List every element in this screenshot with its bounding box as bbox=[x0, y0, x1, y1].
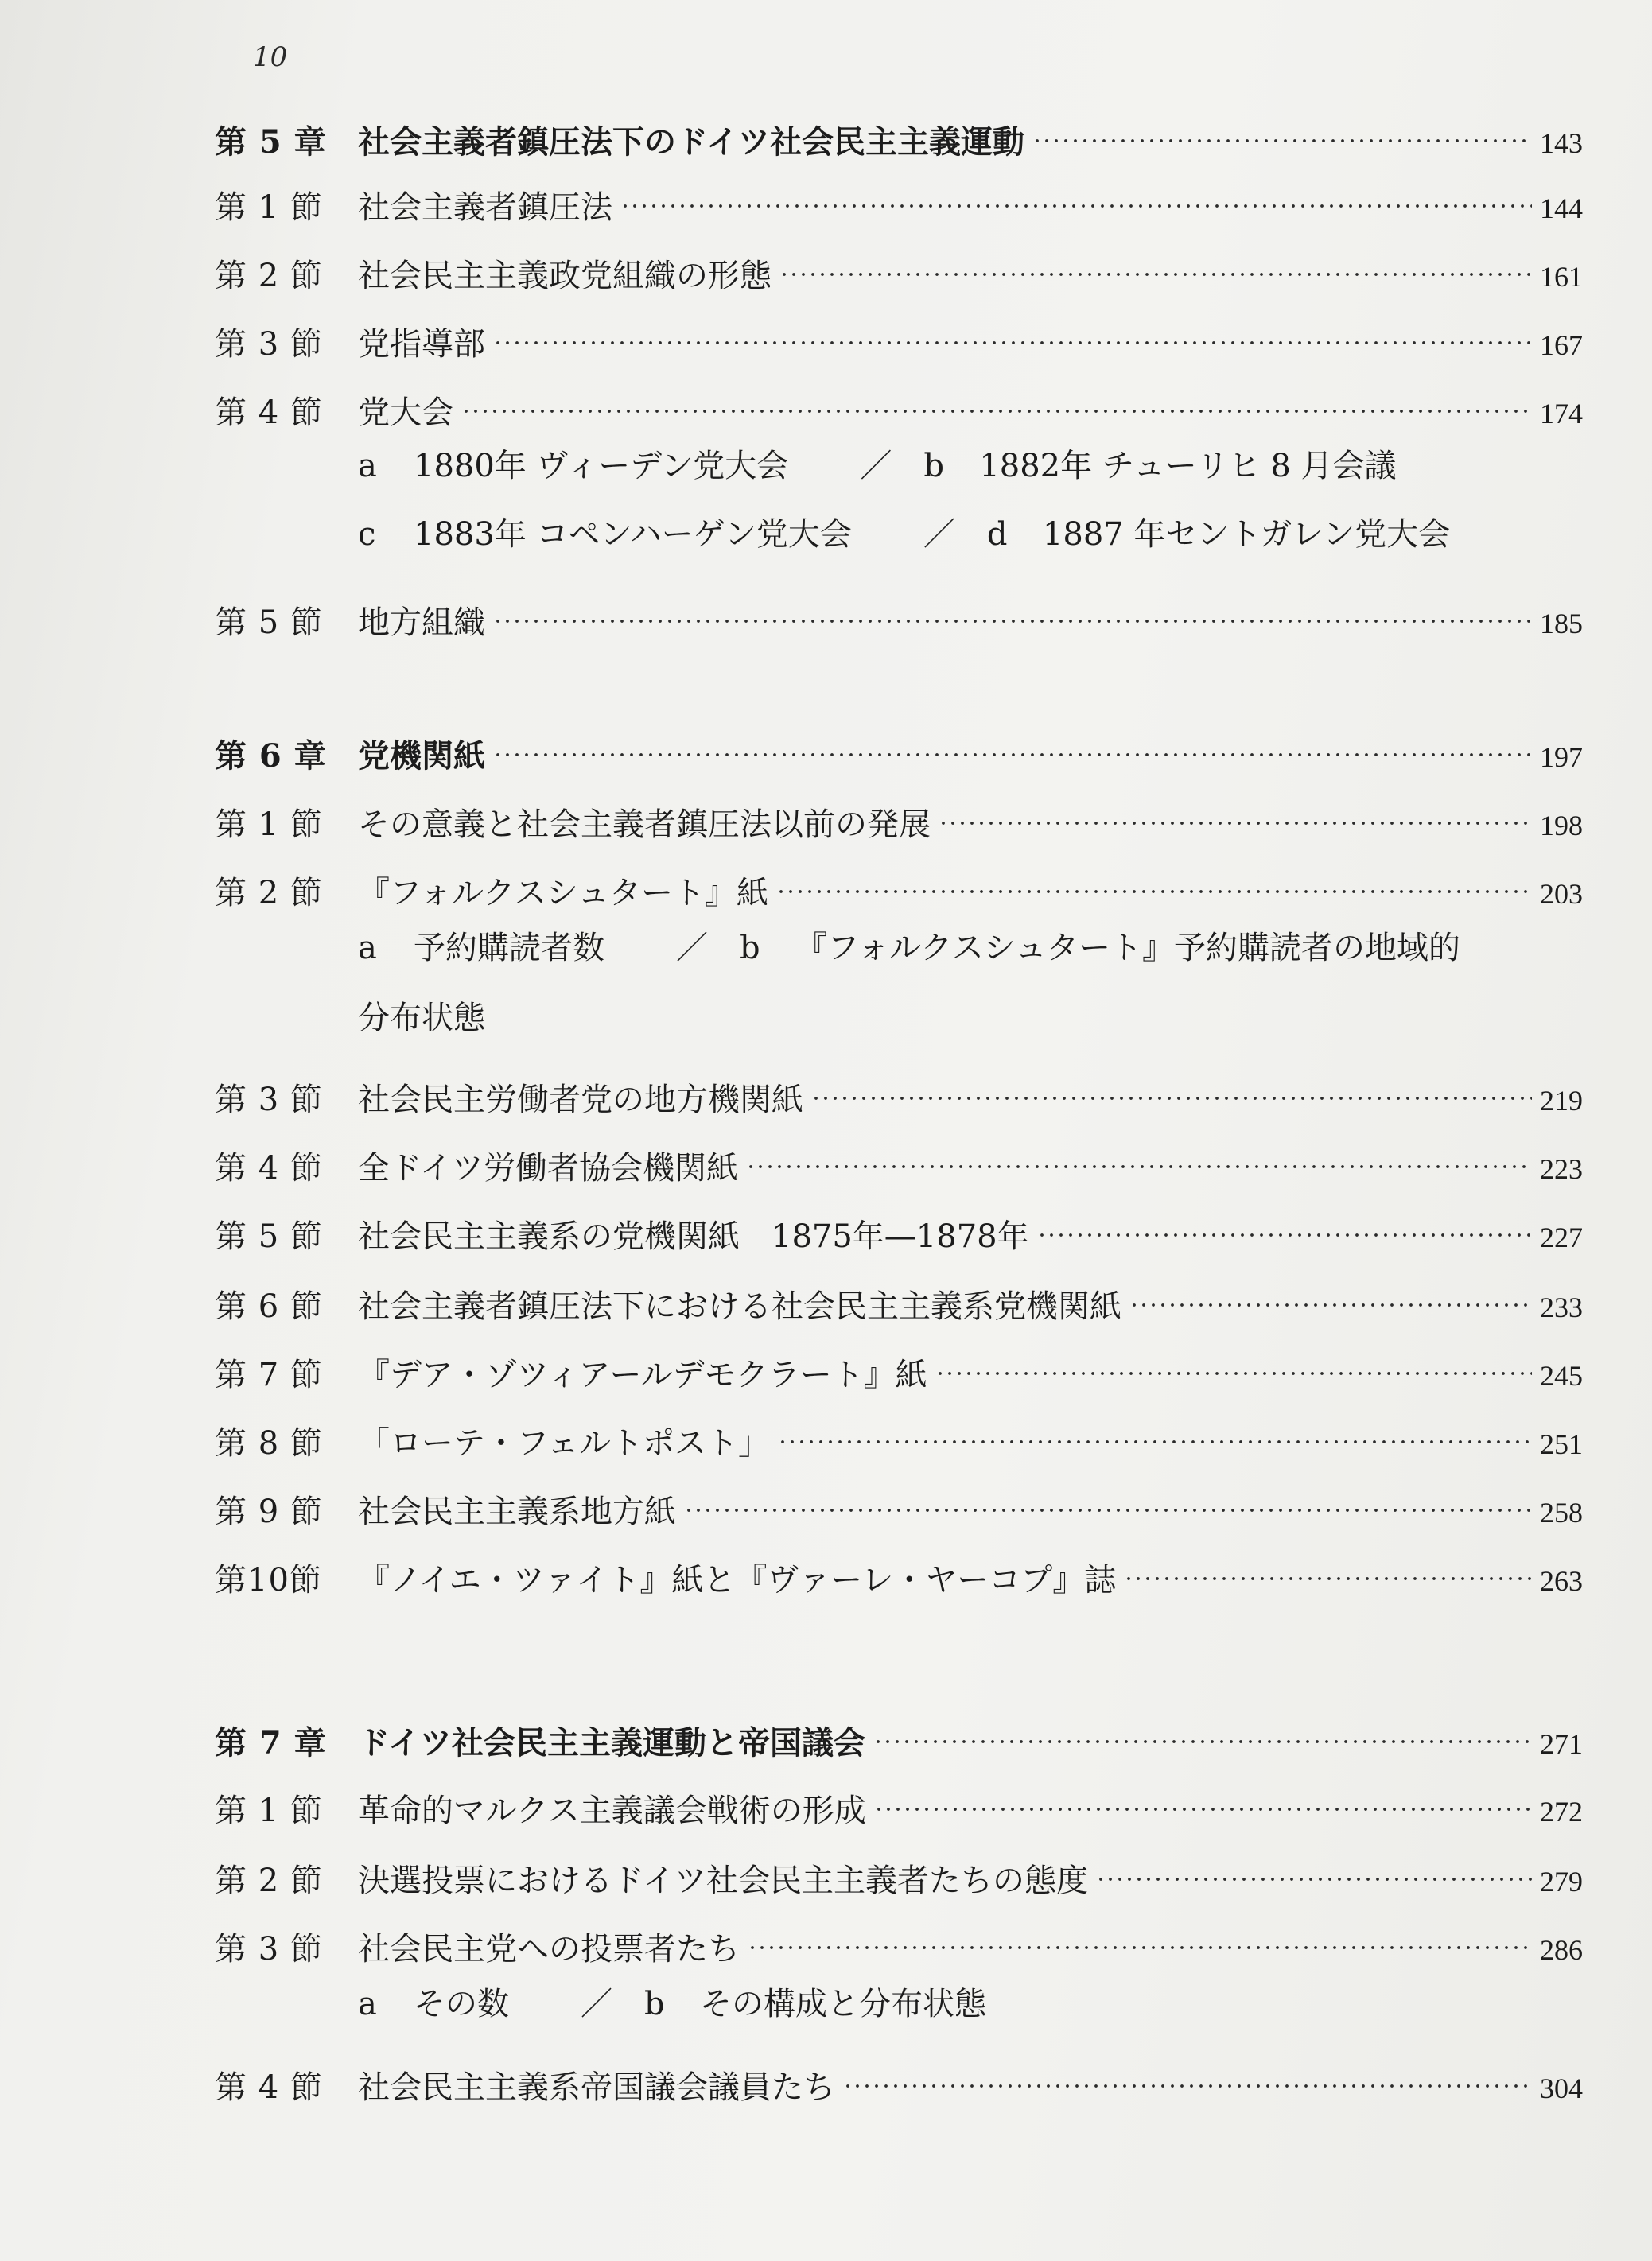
section-title: 『フォルクスシュタート』紙 bbox=[358, 875, 768, 911]
page-reference: 197 bbox=[1540, 741, 1583, 773]
leader-dots bbox=[843, 2050, 1532, 2098]
section-number: 第 2 節 bbox=[215, 1863, 323, 1899]
page-reference: 203 bbox=[1540, 878, 1583, 910]
page-reference: 223 bbox=[1540, 1153, 1583, 1185]
section-entry[interactable] bbox=[215, 1843, 1583, 1899]
section-entry[interactable] bbox=[215, 1406, 1583, 1462]
section-title: 革命的マルクス主義議会戦術の形成 bbox=[358, 1793, 866, 1829]
section-title: 『ノイエ・ツァイト』紙と『ヴァーレ・ヤーコプ』誌 bbox=[358, 1562, 1117, 1599]
subsection-title: その構成と分布状態 bbox=[700, 1986, 986, 2022]
page-reference: 245 bbox=[1540, 1360, 1583, 1392]
section-title: 社会民主労働者党の地方機関紙 bbox=[358, 1082, 803, 1118]
subsection-title: 1880年 ヴィーデン党大会 bbox=[414, 448, 789, 484]
chapter-title: ドイツ社会民主主義運動と帝国議会 bbox=[358, 1724, 865, 1762]
section-entry[interactable] bbox=[215, 1063, 1583, 1118]
leader-dots bbox=[461, 375, 1532, 423]
subsection-title: 1887 年セントガレン党大会 bbox=[1042, 516, 1451, 553]
section-entry[interactable] bbox=[215, 2050, 1583, 2106]
subsection-title: 1882年 チューリヒ 8 月会議 bbox=[979, 448, 1397, 484]
leader-dots bbox=[776, 856, 1532, 903]
section-number: 第 4 節 bbox=[215, 1150, 323, 1187]
chapter-entry[interactable] bbox=[215, 1706, 1583, 1762]
page-reference: 263 bbox=[1540, 1565, 1583, 1597]
leader-dots bbox=[493, 585, 1532, 633]
section-number: 第 1 節 bbox=[215, 189, 323, 226]
leader-dots bbox=[779, 239, 1532, 286]
section-title: 社会主義者鎮圧法 bbox=[358, 189, 612, 226]
leader-dots bbox=[811, 1063, 1532, 1110]
section-title: 社会民主主義系の党機関紙 1875年—1878年 bbox=[358, 1218, 1029, 1255]
section-entry[interactable] bbox=[215, 585, 1583, 641]
section-entry[interactable] bbox=[215, 1543, 1583, 1599]
section-number: 第 6 節 bbox=[215, 1288, 323, 1325]
leader-dots bbox=[939, 787, 1532, 835]
chapter-title: 社会主義者鎮圧法下のドイツ社会民主主義運動 bbox=[358, 123, 1024, 161]
section-number: 第 5 節 bbox=[215, 604, 323, 641]
section-entry[interactable] bbox=[215, 856, 1583, 911]
page-reference: 286 bbox=[1540, 1934, 1583, 1966]
subsection-letter: c bbox=[358, 516, 376, 553]
leader-dots bbox=[935, 1338, 1532, 1385]
subsection-letter: a bbox=[358, 1986, 377, 2022]
leader-dots bbox=[1129, 1269, 1532, 1317]
page-reference: 161 bbox=[1540, 261, 1583, 293]
section-title: 社会民主党への投票者たち bbox=[358, 1931, 740, 1968]
subsection-title: 予約購読者数 bbox=[414, 930, 604, 966]
section-title: 『デア・ゾツィアールデモクラート』紙 bbox=[358, 1357, 927, 1393]
section-entry[interactable] bbox=[215, 375, 1583, 431]
leader-dots bbox=[873, 1706, 1532, 1754]
subsection-continuation: 分布状態 bbox=[358, 1000, 485, 1036]
section-number: 第 3 節 bbox=[215, 1931, 323, 1968]
page-reference: 219 bbox=[1540, 1085, 1583, 1117]
section-entry[interactable] bbox=[215, 1773, 1583, 1829]
section-title: 全ドイツ労働者協会機関紙 bbox=[358, 1150, 738, 1187]
page-reference: 167 bbox=[1540, 329, 1583, 361]
leader-dots bbox=[1032, 105, 1532, 153]
page-reference: 233 bbox=[1540, 1292, 1583, 1323]
leader-dots bbox=[746, 1131, 1532, 1179]
subsection-letter: b bbox=[923, 448, 944, 484]
section-entry[interactable] bbox=[215, 239, 1583, 294]
leader-dots bbox=[874, 1773, 1532, 1821]
leader-dots bbox=[1096, 1843, 1532, 1891]
section-title: 社会民主主義系帝国議会議員たち bbox=[358, 2069, 835, 2106]
section-number: 第 5 節 bbox=[215, 1218, 323, 1255]
page-reference: 227 bbox=[1540, 1222, 1583, 1253]
chapter-number: 第 5 章 bbox=[215, 123, 327, 161]
section-number: 第 3 節 bbox=[215, 1082, 323, 1118]
subsection-title: 1883年 コペンハーゲン党大会 bbox=[414, 516, 852, 553]
subsection-title: 『フォルクスシュタート』予約購読者の地域的 bbox=[795, 930, 1460, 966]
section-number: 第 1 節 bbox=[215, 806, 323, 843]
page-reference: 174 bbox=[1540, 398, 1583, 429]
page-reference: 198 bbox=[1540, 810, 1583, 841]
subsection-line bbox=[358, 994, 485, 1042]
section-title: その意義と社会主義者鎮圧法以前の発展 bbox=[358, 806, 931, 843]
section-entry[interactable] bbox=[215, 1338, 1583, 1393]
separator-slash: ／ bbox=[923, 516, 955, 553]
subsection-line bbox=[358, 1980, 986, 2028]
section-number: 第 2 節 bbox=[215, 258, 323, 294]
separator-slash: ／ bbox=[581, 1986, 612, 2022]
section-title: 決選投票におけるドイツ社会民主主義者たちの態度 bbox=[358, 1863, 1088, 1899]
leader-dots bbox=[620, 170, 1532, 218]
leader-dots bbox=[684, 1474, 1532, 1522]
separator-slash: ／ bbox=[676, 930, 708, 966]
section-entry[interactable] bbox=[215, 307, 1583, 363]
section-entry[interactable] bbox=[215, 1131, 1583, 1187]
section-entry[interactable] bbox=[215, 787, 1583, 843]
section-number: 第 3 節 bbox=[215, 326, 323, 363]
section-number: 第 7 節 bbox=[215, 1357, 323, 1393]
section-number: 第10節 bbox=[215, 1562, 322, 1599]
page-reference: 258 bbox=[1540, 1497, 1583, 1529]
page-reference: 143 bbox=[1540, 127, 1583, 159]
page-reference: 304 bbox=[1540, 2073, 1583, 2104]
chapter-title: 党機関紙 bbox=[358, 737, 485, 775]
leader-dots bbox=[493, 719, 1532, 767]
section-number: 第 2 節 bbox=[215, 875, 323, 911]
page-reference: 271 bbox=[1540, 1728, 1583, 1760]
section-number: 第 4 節 bbox=[215, 394, 323, 431]
chapter-number: 第 7 章 bbox=[215, 1724, 327, 1762]
leader-dots bbox=[778, 1406, 1532, 1454]
leader-dots bbox=[493, 307, 1532, 355]
section-entry[interactable] bbox=[215, 1199, 1583, 1255]
section-entry[interactable] bbox=[215, 1912, 1583, 1968]
section-entry[interactable] bbox=[215, 1474, 1583, 1530]
page-reference: 144 bbox=[1540, 192, 1583, 224]
chapter-entry[interactable] bbox=[215, 105, 1583, 161]
section-title: 党指導部 bbox=[358, 326, 485, 363]
page-reference: 251 bbox=[1540, 1428, 1583, 1460]
section-title: 社会主義者鎮圧法下における社会民主主義系党機関紙 bbox=[358, 1288, 1121, 1325]
page-number: 10 bbox=[253, 41, 288, 73]
section-number: 第 8 節 bbox=[215, 1425, 323, 1462]
section-number: 第 4 節 bbox=[215, 2069, 323, 2106]
section-entry[interactable] bbox=[215, 170, 1583, 226]
section-title: 党大会 bbox=[358, 394, 453, 431]
page-reference: 185 bbox=[1540, 608, 1583, 639]
subsection-title: その数 bbox=[414, 1986, 509, 2022]
subsection-line bbox=[358, 511, 1450, 558]
separator-slash: ／ bbox=[860, 448, 892, 484]
subsection-line bbox=[358, 924, 1460, 972]
subsection-letter: a bbox=[358, 448, 377, 484]
subsection-letter: b bbox=[740, 930, 760, 966]
page-reference: 272 bbox=[1540, 1796, 1583, 1828]
section-title: 地方組織 bbox=[358, 604, 485, 641]
page-reference: 279 bbox=[1540, 1866, 1583, 1898]
leader-dots bbox=[1124, 1543, 1532, 1591]
leader-dots bbox=[1037, 1199, 1532, 1247]
subsection-letter: b bbox=[644, 1986, 665, 2022]
leader-dots bbox=[748, 1912, 1532, 1960]
section-title: 「ローテ・フェルトポスト」 bbox=[358, 1425, 770, 1462]
section-number: 第 1 節 bbox=[215, 1793, 323, 1829]
section-title: 社会民主主義系地方紙 bbox=[358, 1494, 676, 1530]
chapter-number: 第 6 章 bbox=[215, 737, 327, 775]
subsection-letter: a bbox=[358, 930, 377, 966]
subsection-letter: d bbox=[986, 516, 1008, 553]
section-entry[interactable] bbox=[215, 1269, 1583, 1325]
section-title: 社会民主主義政党組織の形態 bbox=[358, 258, 772, 294]
subsection-line bbox=[358, 442, 1397, 490]
chapter-entry[interactable] bbox=[215, 719, 1583, 775]
section-number: 第 9 節 bbox=[215, 1494, 323, 1530]
